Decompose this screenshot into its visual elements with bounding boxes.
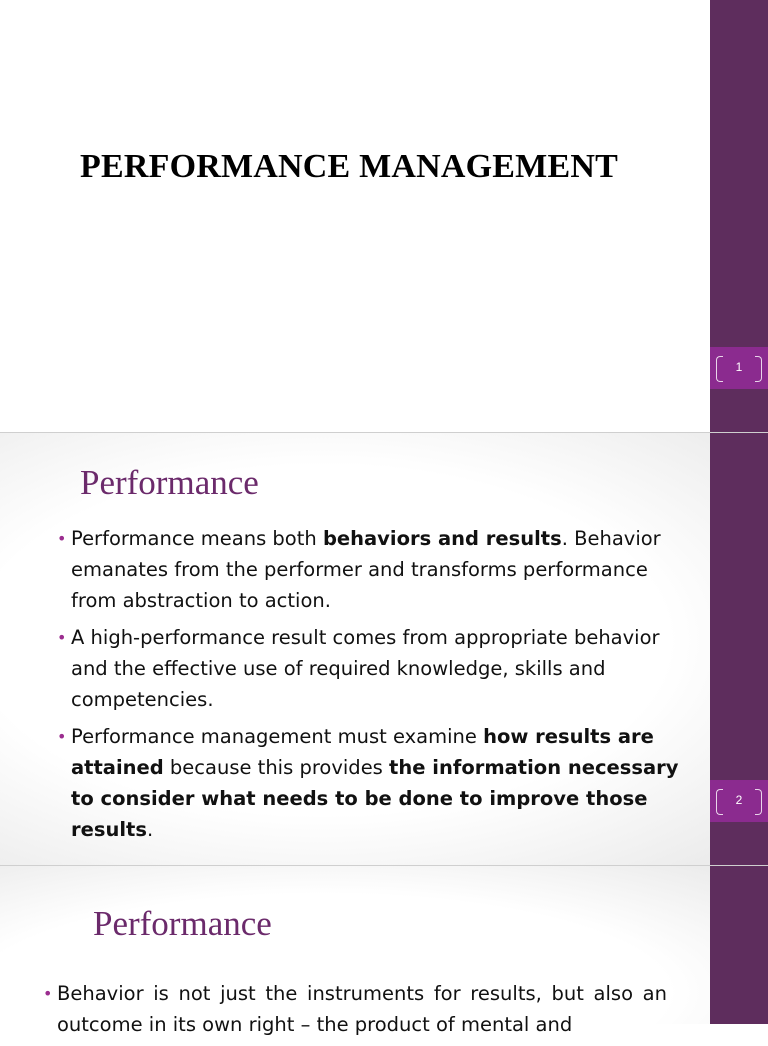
page-number: 1 (735, 360, 743, 374)
right-bracket-icon (755, 356, 762, 382)
bullet-text: . Behavior emanates from the performer and transforms performance from abstraction to action. (71, 527, 661, 612)
slide-heading: Performance (80, 463, 259, 502)
bullet-text-bold: the information necessary to consider what needs to be done to improve those results (71, 756, 679, 841)
bullet-item (57, 622, 687, 715)
bullet-icon: • (57, 628, 67, 647)
bullet-item (43, 978, 667, 1040)
slide-title: PERFORMANCE MANAGEMENT (80, 148, 618, 185)
bullet-list (57, 523, 687, 851)
slide-1 (0, 0, 768, 432)
bullet-icon: • (57, 727, 67, 746)
page-number-badge (710, 780, 768, 822)
bullet-text: . (146, 818, 154, 841)
bullet-text: Performance means both (71, 527, 323, 550)
bullet-item (57, 721, 687, 845)
bullet-text: Behavior is not just the instruments for results, but also an outcome in its own right – the product of mental and (57, 982, 667, 1036)
bullet-text: because this provides (163, 756, 390, 779)
bullet-item (57, 523, 687, 616)
bullet-text: Performance management must examine (71, 725, 484, 748)
slide-sidebar (710, 866, 768, 1024)
bullet-text: A high-performance result comes from appropriate behavior and the effective use of required knowledge, skills and competencies. (71, 626, 660, 711)
page-number-badge (710, 347, 768, 389)
bullet-text-bold: how results are attained (71, 725, 654, 779)
right-bracket-icon (755, 789, 762, 815)
slide-3 (0, 866, 768, 1036)
bullet-icon: • (43, 984, 53, 1003)
page-number: 2 (735, 793, 743, 807)
bullet-text-bold: behaviors and results (322, 527, 562, 550)
slide-heading: Performance (93, 904, 272, 943)
bullet-list (43, 978, 667, 1046)
slide-2 (0, 433, 768, 865)
bullet-icon: • (57, 529, 67, 548)
